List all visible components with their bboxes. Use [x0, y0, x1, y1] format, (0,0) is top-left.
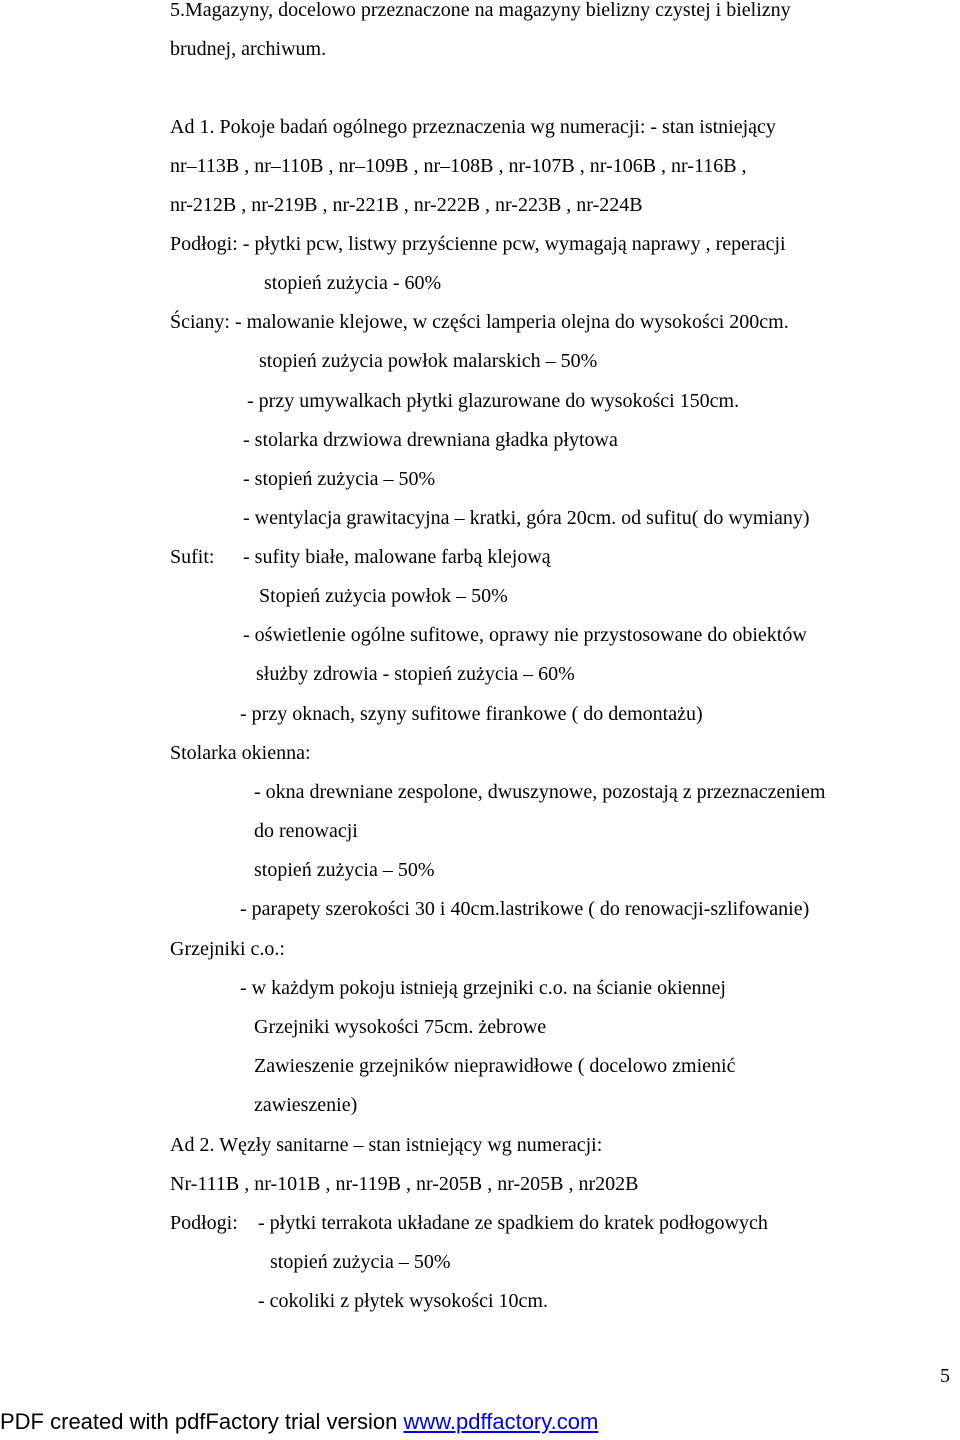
text-line: służby zdrowia - stopień zużycia – 60%: [256, 663, 575, 685]
text-line: - cokoliki z płytek wysokości 10cm.: [258, 1290, 548, 1312]
text-line: - stolarka drzwiowa drewniana gładka płytowa: [243, 429, 618, 451]
text-line: Podłogi:: [170, 1212, 238, 1234]
text-line: - oświetlenie ogólne sufitowe, oprawy nie przystosowane do obiektów: [243, 624, 807, 646]
text-line: Podłogi: - płytki pcw, listwy przyścienne pcw, wymagają naprawy , reperacji: [170, 233, 786, 255]
text-line: brudnej, archiwum.: [170, 38, 327, 60]
text-line: Nr-111B , nr-101B , nr-119B , nr-205B , nr-205B , nr202B: [170, 1173, 639, 1195]
text-line: Stopień zużycia powłok – 50%: [259, 585, 508, 607]
footer-text: PDF created with pdfFactory trial version: [0, 1409, 404, 1434]
text-line: do renowacji: [254, 820, 358, 842]
text-line: stopień zużycia powłok malarskich – 50%: [259, 350, 598, 372]
text-line: stopień zużycia – 50%: [254, 859, 435, 881]
text-line: - przy umywalkach płytki glazurowane do wysokości 150cm.: [247, 390, 740, 412]
section-label-sufit: Sufit:: [170, 546, 215, 568]
text-line: zawieszenie): [254, 1094, 358, 1116]
text-line: Zawieszenie grzejników nieprawidłowe ( docelowo zmienić: [254, 1055, 736, 1077]
text-line: 5.Magazyny, docelowo przeznaczone na magazyny bielizny czystej i bielizny: [170, 0, 791, 21]
text-line: - parapety szerokości 30 i 40cm.lastrikowe ( do renowacji-szlifowanie): [240, 898, 810, 920]
text-line: - przy oknach, szyny sufitowe firankowe ( do demontażu): [240, 703, 703, 725]
text-line: Grzejniki c.o.:: [170, 938, 285, 960]
text-line: Ad 1. Pokoje badań ogólnego przeznaczenia wg numeracji: - stan istniejący: [170, 116, 776, 138]
text-line: Grzejniki wysokości 75cm. żebrowe: [254, 1016, 547, 1038]
text-line: - okna drewniane zespolone, dwuszynowe, pozostają z przeznaczeniem: [254, 781, 826, 803]
text-line: Ściany: - malowanie klejowe, w części lamperia olejna do wysokości 200cm.: [170, 311, 789, 333]
text-line: - płytki terrakota układane ze spadkiem do kratek podłogowych: [258, 1212, 768, 1234]
text-line: - wentylacja grawitacyjna – kratki, góra 20cm. od sufitu( do wymiany): [243, 507, 810, 529]
text-line: Stolarka okienna:: [170, 742, 311, 764]
pdf-footer: [0, 1408, 598, 1436]
text-line: stopień zużycia – 50%: [270, 1251, 451, 1273]
page-number: 5: [940, 1365, 950, 1387]
text-line: nr-212B , nr-219B , nr-221B , nr-222B , nr-223B , nr-224B: [170, 194, 643, 216]
text-line: - w każdym pokoju istnieją grzejniki c.o. na ścianie okiennej: [240, 977, 726, 999]
text-line: - stopień zużycia – 50%: [243, 468, 436, 490]
text-line: - sufity białe, malowane farbą klejową: [243, 546, 551, 568]
text-line: Ad 2. Węzły sanitarne – stan istniejący wg numeracji:: [170, 1134, 603, 1156]
text-line: stopień zużycia - 60%: [264, 272, 442, 294]
text-line: nr–113B , nr–110B , nr–109B , nr–108B , nr-107B , nr-106B , nr-116B ,: [170, 155, 747, 177]
footer-link[interactable]: www.pdffactory.com: [403, 1409, 599, 1434]
